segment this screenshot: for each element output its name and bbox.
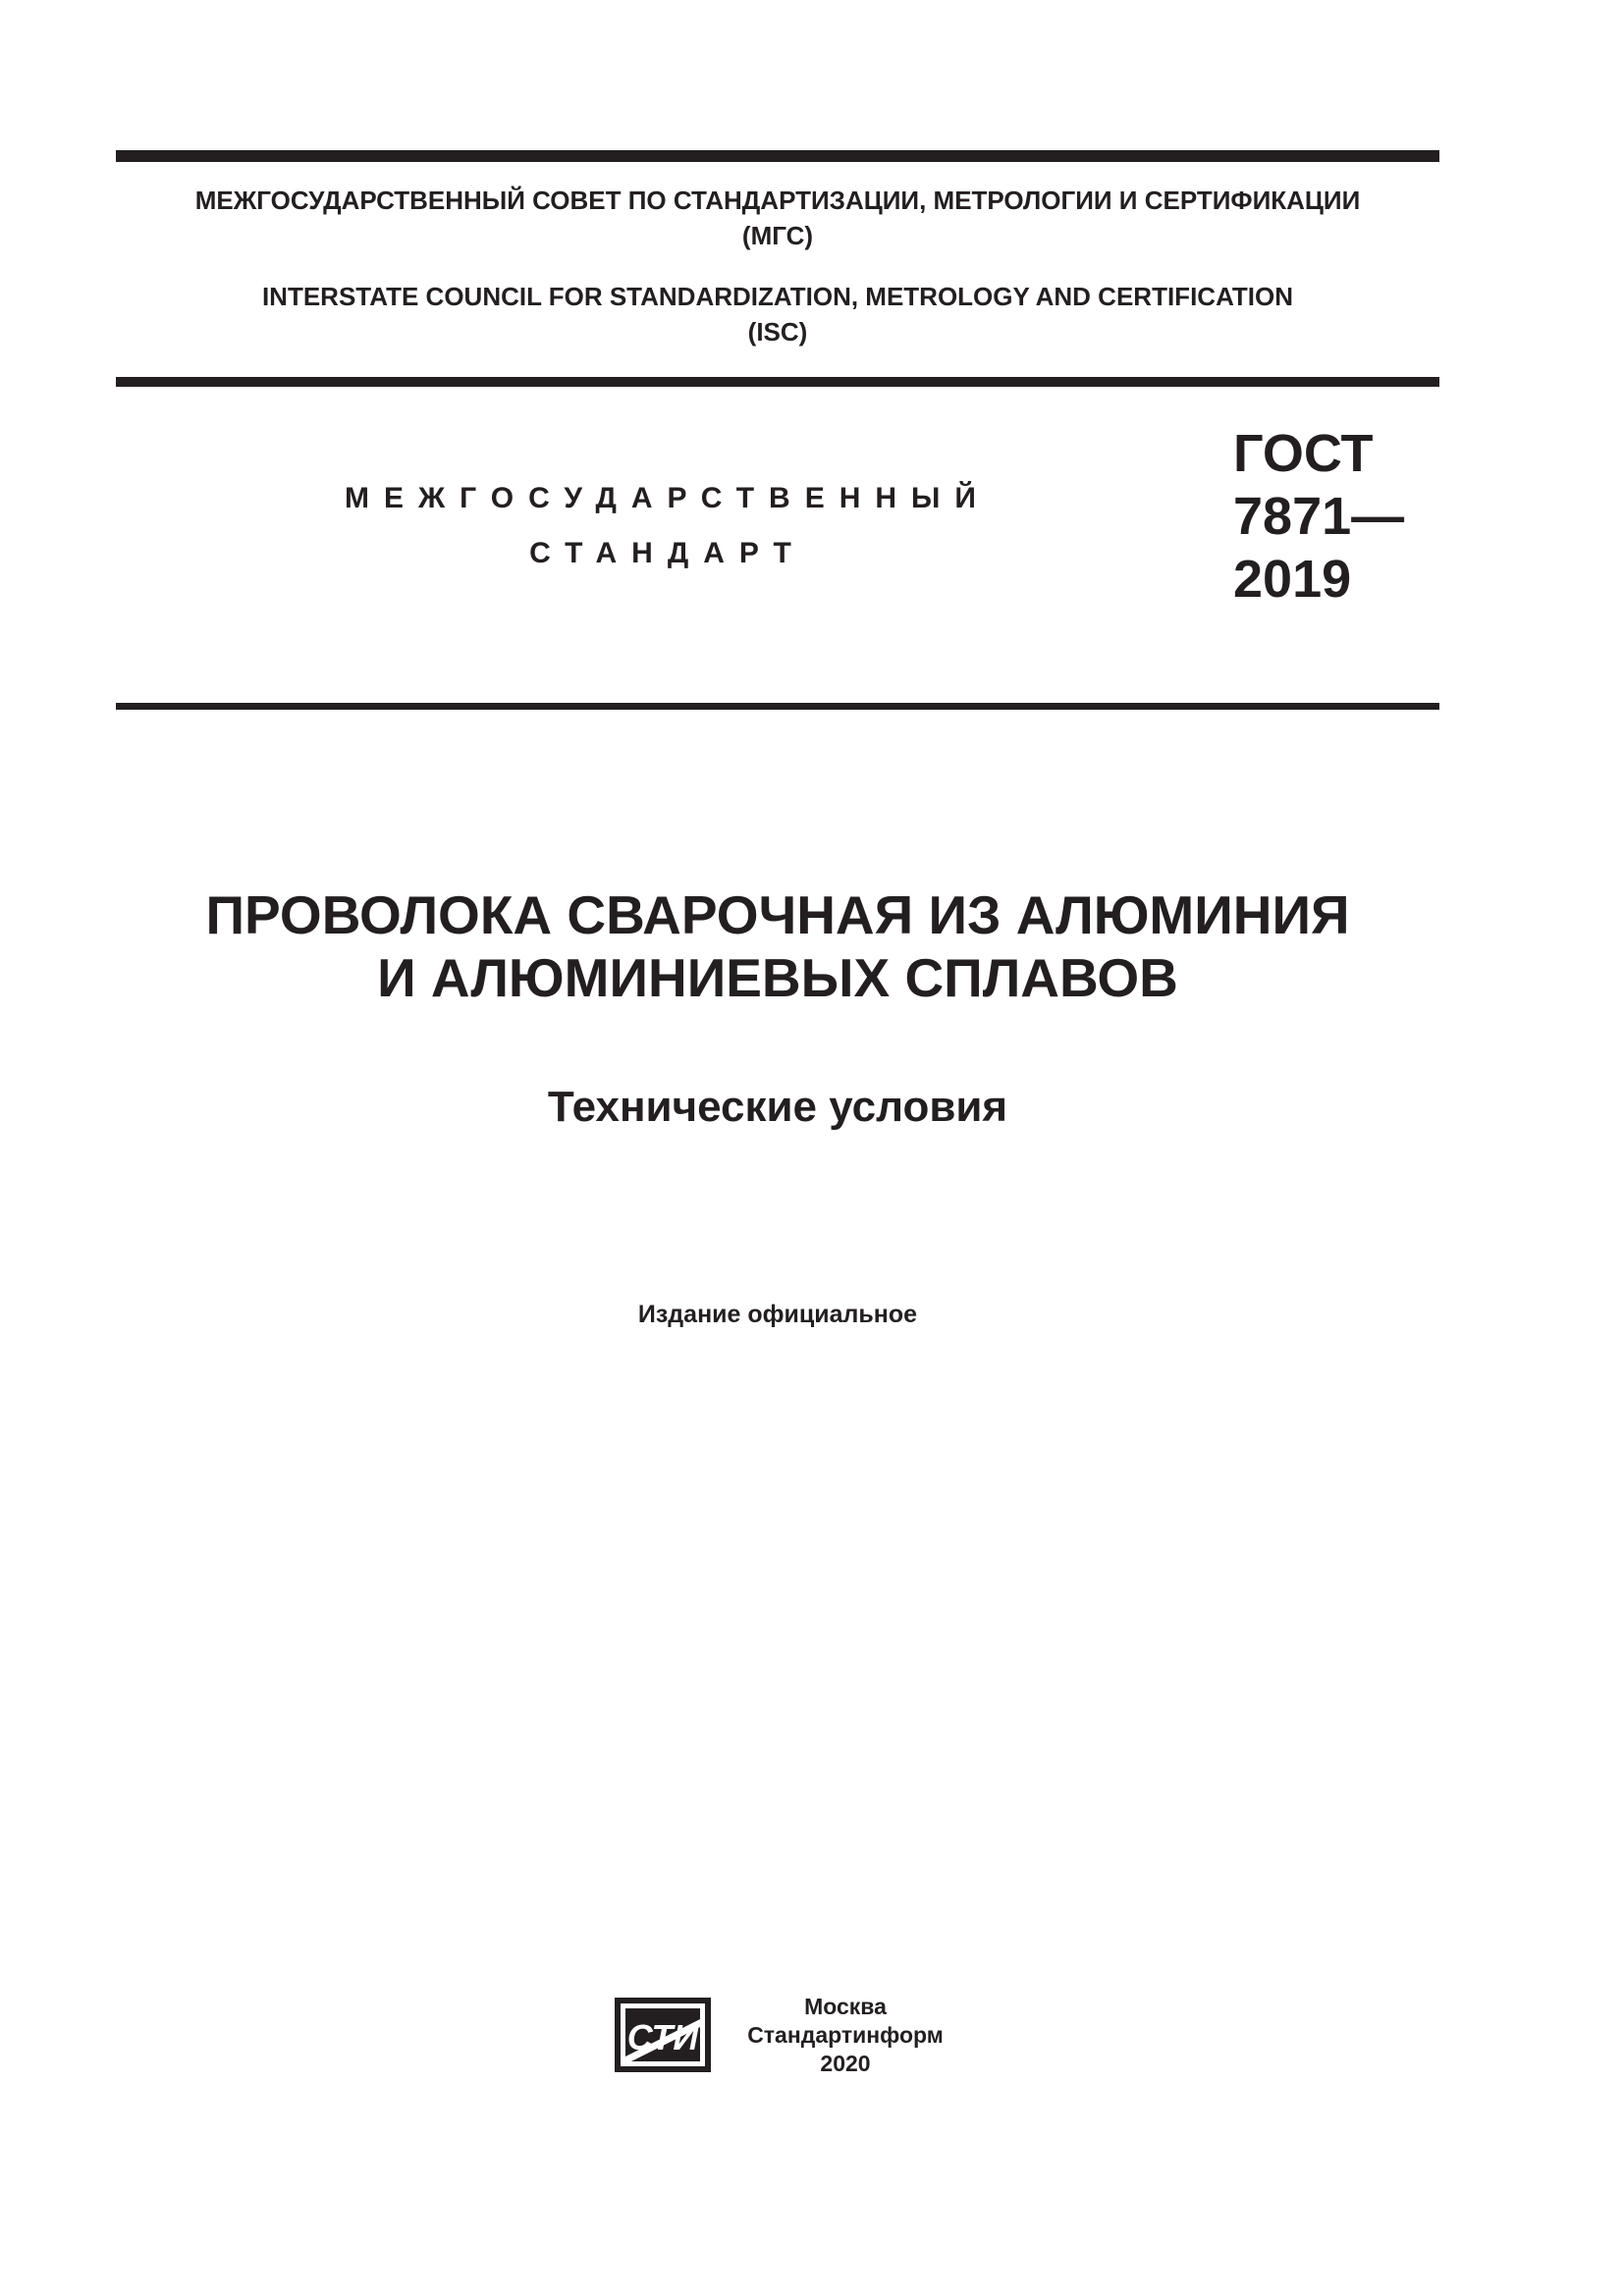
standartinform-logo-icon	[615, 1998, 711, 2072]
gost-year: 2019	[1233, 550, 1352, 609]
top-thick-rule	[116, 150, 1439, 162]
council-name-ru-line: МЕЖГОСУДАРСТВЕННЫЙ СОВЕТ ПО СТАНДАРТИЗАЦИИ, МЕТРОЛОГИИ И СЕРТИФИКАЦИИ	[194, 186, 1361, 215]
standard-label-line2: СТАНДАРТ	[529, 537, 806, 569]
standard-label-line1: МЕЖГОСУДАРСТВЕННЫЙ	[345, 482, 991, 514]
council-abbr-ru: (МГС)	[741, 221, 814, 250]
gost-designation	[1233, 422, 1404, 611]
edition-note: Издание официальное	[637, 1301, 918, 1328]
gost-number: 7871—	[1233, 487, 1405, 546]
interstate-standard-label	[334, 471, 1001, 581]
council-abbr-en: (ISC)	[747, 317, 808, 347]
logo-lettering: СТИ	[626, 2017, 699, 2057]
document-title	[116, 883, 1439, 1009]
publisher-city: Москва	[804, 1994, 887, 2019]
document-subtitle: Технические условия	[547, 1083, 1008, 1131]
publisher-name: Стандартинформ	[747, 2022, 944, 2048]
document-title-line1: ПРОВОЛОКА СВАРОЧНАЯ ИЗ АЛЮМИНИЯ	[205, 884, 1350, 945]
middle-rule	[116, 377, 1439, 387]
document-title-line2: И АЛЮМИНИЕВЫХ СПЛАВОВ	[377, 947, 1178, 1008]
publisher-year: 2020	[820, 2051, 871, 2076]
gost-prefix: ГОСТ	[1233, 424, 1374, 483]
publisher-imprint	[723, 1993, 968, 2078]
lower-rule	[116, 703, 1439, 710]
council-name-en	[116, 279, 1439, 349]
council-name-ru	[116, 183, 1439, 253]
council-name-en-line: INTERSTATE COUNCIL FOR STANDARDIZATION, METROLOGY AND CERTIFICATION	[261, 282, 1294, 311]
